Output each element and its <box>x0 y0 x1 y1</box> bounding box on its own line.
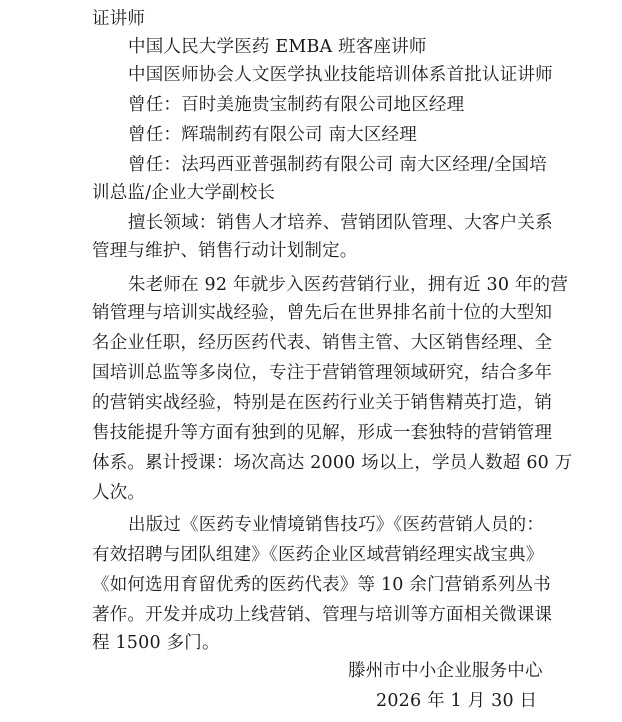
text-line: 管理与维护、销售行动计划制定。 <box>92 241 358 261</box>
text-line: 国培训总监等多岗位，专注于营销管理领域研究，结合多年 <box>92 363 553 383</box>
text-line: 出版过《医药专业情境销售技巧》《医药营销人员的： <box>128 515 545 535</box>
text-line: 销管理与培训实战经验，曾先后在世界排名前十位的大型知 <box>92 303 553 323</box>
signature-org: 滕州市中小企业服务中心 <box>348 661 543 681</box>
text-line: 名企业任职，经历医药代表、销售主管、大区销售经理、全 <box>92 333 553 353</box>
text-line: 的营销实战经验，特别是在医药行业关于销售精英打造，销 <box>92 393 553 413</box>
text-line: 证讲师 <box>92 9 146 29</box>
text-line: 擅长领域：销售人才培养、营销团队管理、大客户关系 <box>128 213 553 233</box>
text-line: 人次。 <box>92 483 146 503</box>
text-line: 曾任：百时美施贵宝制药有限公司地区经理 <box>128 95 465 115</box>
text-line: 中国人民大学医药 EMBA 班客座讲师 <box>128 37 427 57</box>
text-line: 曾任：辉瑞制药有限公司 南大区经理 <box>128 125 417 145</box>
text-line: 售技能提升等方面有独到的见解，形成一套独特的营销管理 <box>92 423 553 443</box>
text-line: 训总监/企业大学副校长 <box>92 183 276 203</box>
text-line: 有效招聘与团队组建》《医药企业区域营销经理实战宝典》 <box>92 545 544 565</box>
text-line: 著作。开发并成功上线营销、管理与培训等方面相关微课课 <box>92 605 553 625</box>
text-line: 程 1500 多门。 <box>92 633 220 653</box>
text-line: 朱老师在 92 年就步入医药营销行业，拥有近 30 年的营 <box>128 275 569 295</box>
text-line: 曾任：法玛西亚普强制药有限公司 南大区经理/全国培 <box>128 155 547 175</box>
signature-date: 2026 年 1 月 30 日 <box>376 691 538 711</box>
text-line: 体系。累计授课：场次高达 2000 场以上，学员人数超 60 万 <box>92 453 573 473</box>
text-line: 《如何选用育留优秀的医药代表》等 10 余门营销系列丛书 <box>92 575 551 595</box>
text-line: 中国医师协会人文医学执业技能培训体系首批认证讲师 <box>128 65 553 85</box>
